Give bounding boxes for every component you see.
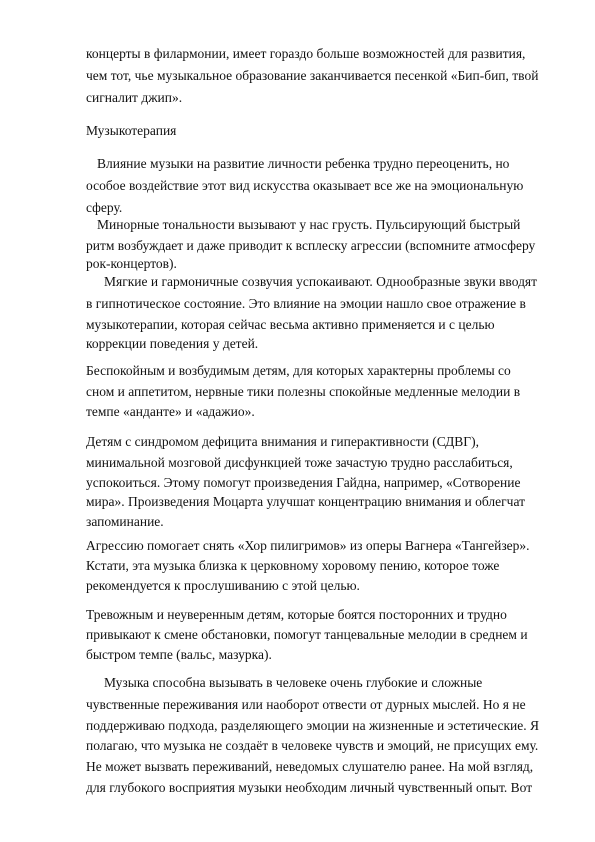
text-line: особое воздействие этот вид искусства оказывает все же на эмоциональную (86, 178, 524, 193)
text-line: коррекции поведения у детей. (86, 336, 259, 351)
text-line: для глубокого восприятия музыки необходим личный чувственный опыт. Вот (86, 780, 533, 795)
text-line: темпе «анданте» и «адажио». (86, 404, 255, 419)
text-line: ритм возбуждает и даже приводит к всплеску агрессии (вспомните атмосферу (86, 238, 536, 253)
text-line: запоминание. (86, 514, 164, 529)
text-line: музыкотерапии, которая сейчас весьма активно применяется и с целью (86, 317, 495, 332)
text-line: чем тот, чье музыкальное образование заканчивается песенкой «Бип-бип, твой (86, 68, 539, 83)
text-line: Беспокойным и возбудимым детям, для которых характерны проблемы со (86, 363, 511, 378)
text-line: Минорные тональности вызывают у нас грусть. Пульсирующий быстрый (97, 217, 521, 232)
text-line: Тревожным и неуверенным детям, которые боятся посторонних и трудно (86, 607, 507, 622)
text-line: успокоиться. Этому помогут произведения Гайдна, например, «Сотворение (86, 475, 521, 490)
text-line: быстром темпе (вальс, мазурка). (86, 647, 272, 662)
text-line: в гипнотическое состояние. Это влияние на эмоции нашло свое отражение в (86, 296, 526, 311)
text-line: рок-концертов). (86, 256, 177, 271)
text-line: сном и аппетитом, нервные тики полезны спокойные медленные мелодии в (86, 384, 521, 399)
text-line: Влияние музыки на развитие личности ребенка трудно переоценить, но (97, 156, 510, 171)
text-line: полагаю, что музыка не создаёт в человеке чувств и эмоций, не присущих ему. (86, 738, 539, 753)
text-line: чувственные переживания или наоборот отвести от дурных мыслей. Но я не (86, 697, 526, 712)
text-line: Детям с синдромом дефицита внимания и гиперактивности (СДВГ), (86, 434, 479, 449)
text-line: Музыка способна вызывать в человеке очень глубокие и сложные (104, 675, 483, 690)
text-line: Кстати, эта музыка близка к церковному хоровому пению, которое тоже (86, 558, 500, 573)
text-line: рекомендуется к прослушиванию с этой целью. (86, 578, 360, 593)
text-line: Не может вызвать переживаний, неведомых слушателю ранее. На мой взгляд, (86, 759, 534, 774)
text-line: поддерживаю подхода, разделяющего эмоции на жизненные и эстетические. Я (86, 718, 540, 733)
text-line: Агрессию помогает снять «Хор пилигримов» из оперы Вагнера «Тангейзер». (86, 538, 530, 553)
text-line: сигналит джип». (86, 90, 183, 105)
text-line: привыкают к смене обстановки, помогут танцевальные мелодии в среднем и (86, 627, 528, 642)
section-heading: Музыкотерапия (86, 123, 177, 138)
text-line: Мягкие и гармоничные созвучия успокаивают. Однообразные звуки вводят (104, 274, 538, 289)
text-line: мира». Произведения Моцарта улучшат концентрацию внимания и облегчат (86, 494, 525, 509)
text-line: минимальной мозговой дисфункцией тоже зачастую трудно расслабиться, (86, 455, 513, 470)
text-line: концерты в филармонии, имеет гораздо больше возможностей для развития, (86, 46, 526, 61)
text-line: сферу. (86, 200, 123, 215)
